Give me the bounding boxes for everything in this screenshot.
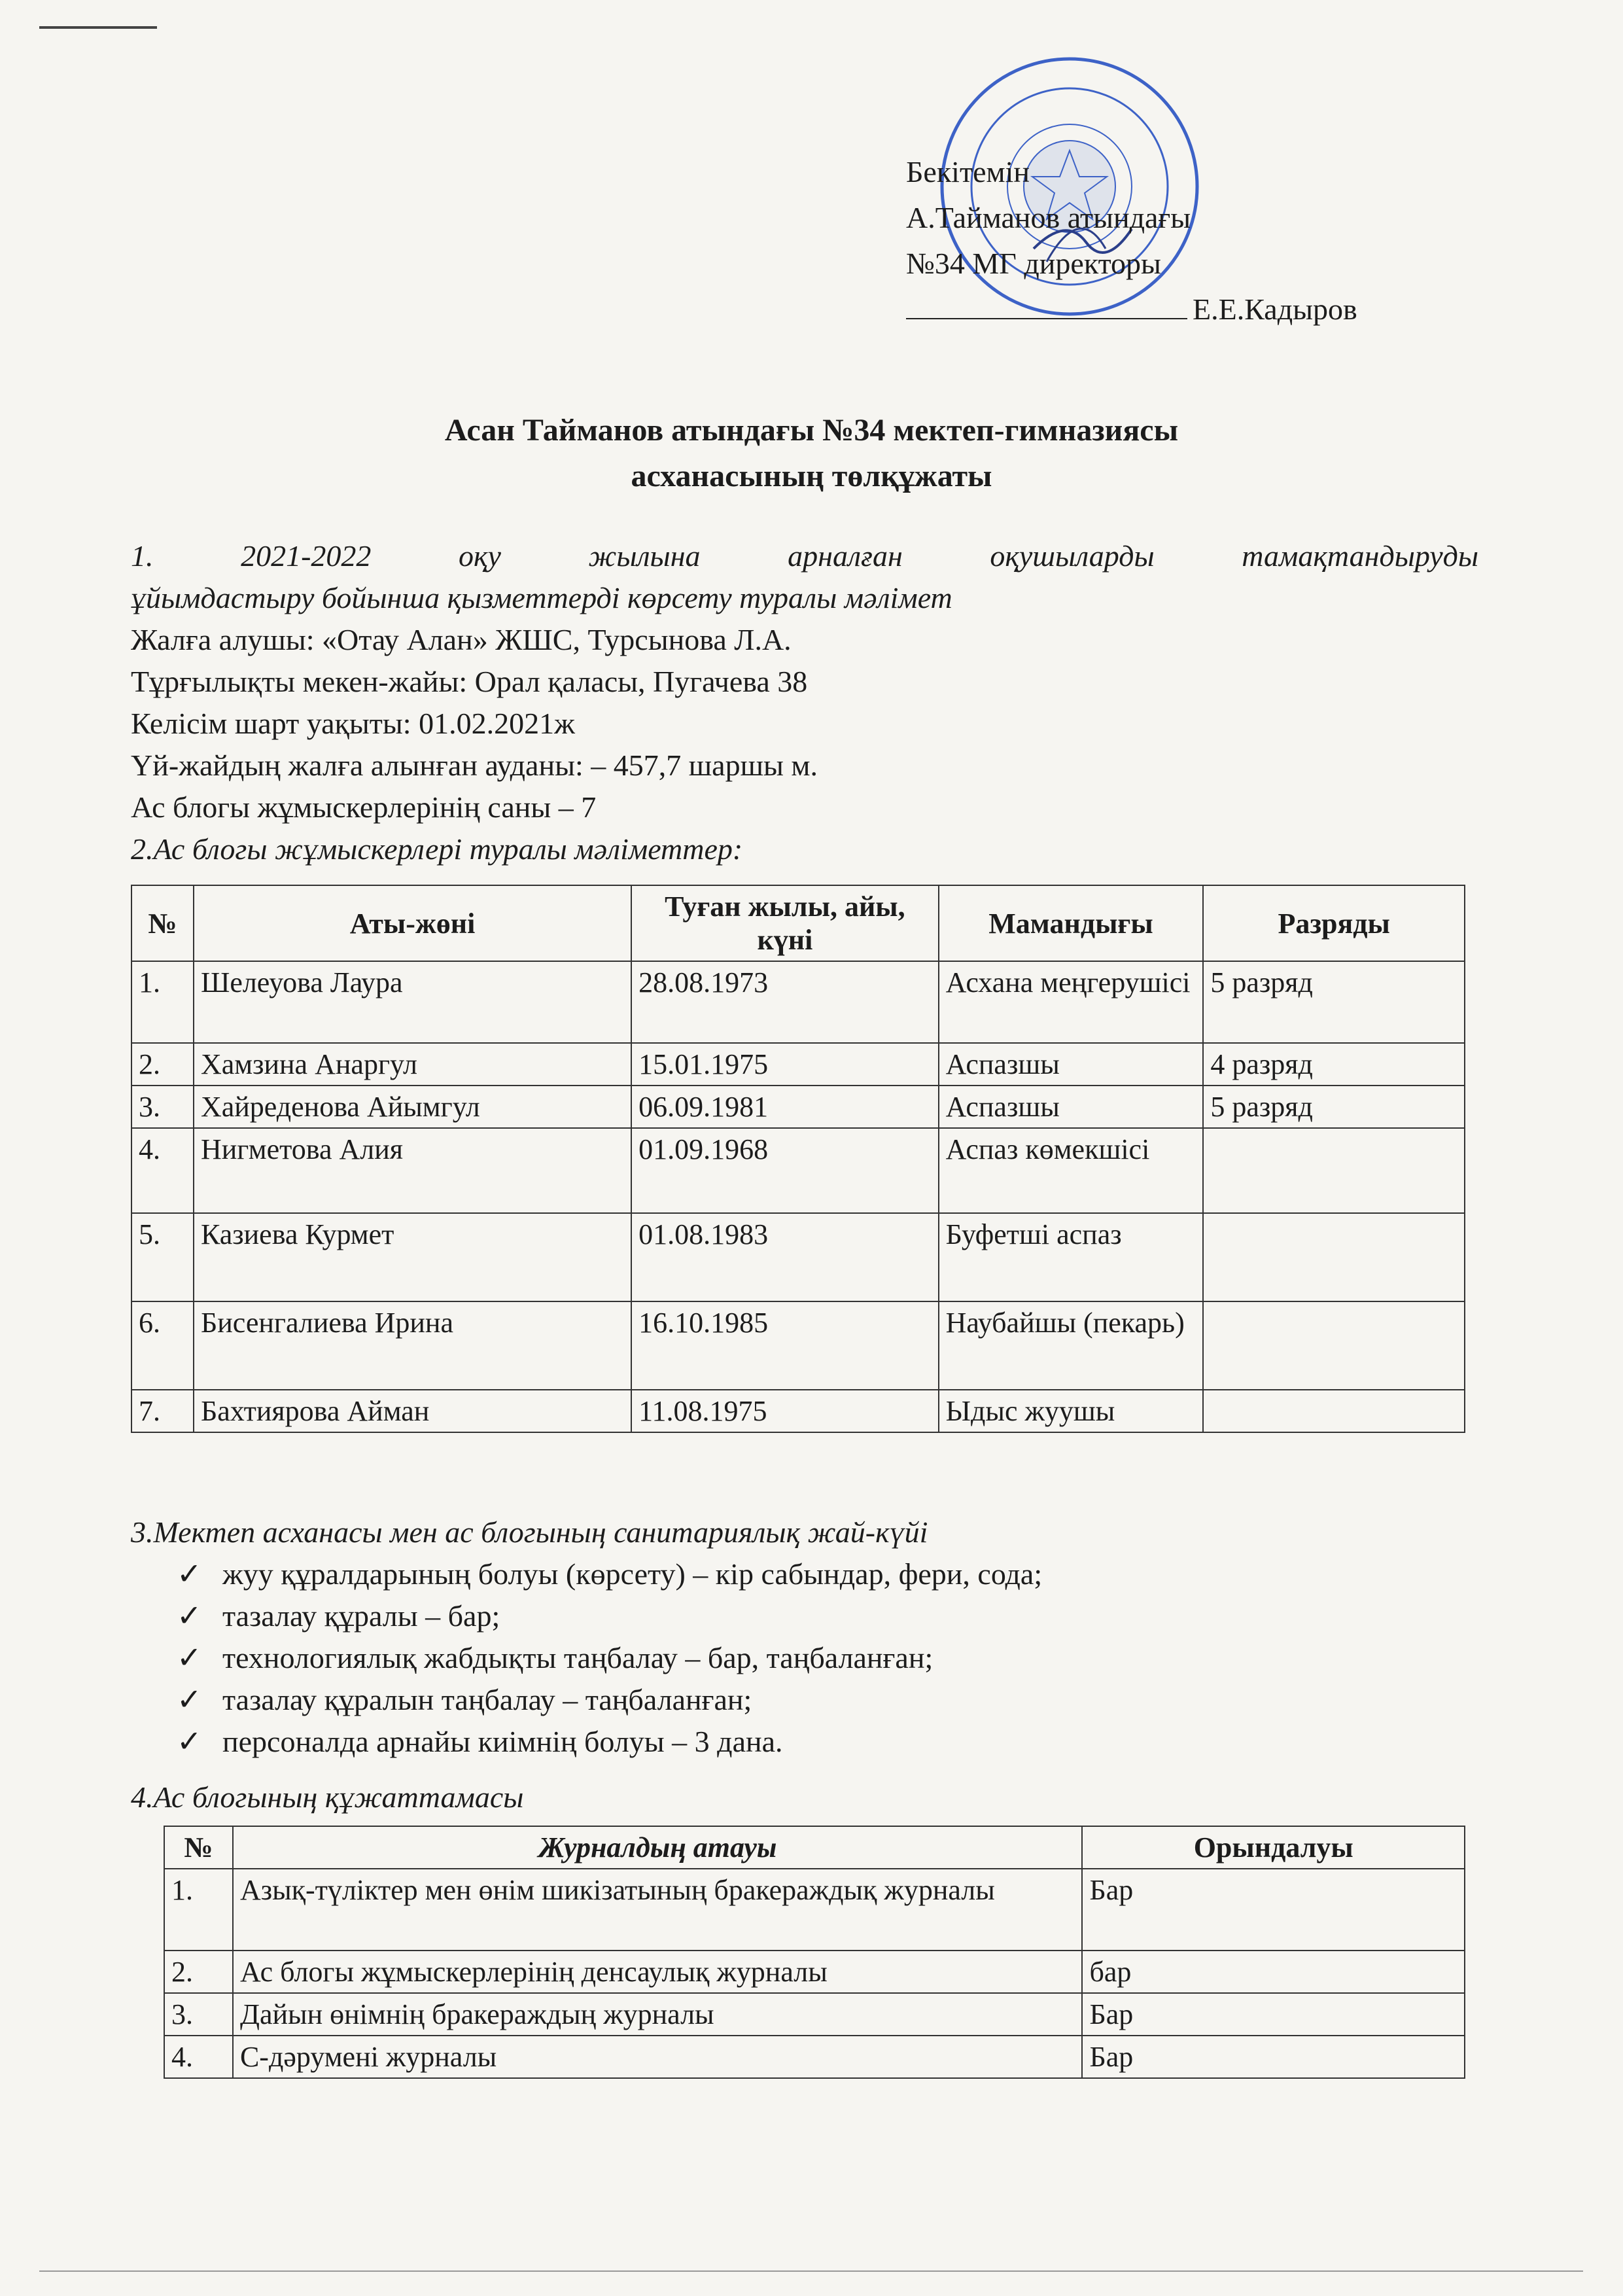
cell-grade: 4 разряд xyxy=(1203,1043,1465,1086)
cell-birthdate: 01.09.1968 xyxy=(631,1128,939,1213)
cell-name: Хайреденова Айымгул xyxy=(194,1086,631,1128)
contract-line: Келісім шарт уақыты: 01.02.2021ж xyxy=(131,707,575,740)
list-item-text: технологиялық жабдықты таңбалау – бар, таңбаланған; xyxy=(222,1641,934,1674)
cell-number: 3. xyxy=(131,1086,194,1128)
cell-grade xyxy=(1203,1213,1465,1301)
col-header: Мамандығы xyxy=(939,885,1204,961)
checkmark-icon: ✓ xyxy=(177,1641,202,1674)
table-row xyxy=(164,1951,1465,1993)
cell-name: Казиева Курмет xyxy=(194,1213,631,1301)
col-header: № xyxy=(131,885,194,961)
col-header: Журналдың атауы xyxy=(233,1826,1083,1869)
address-line: Тұрғылықты мекен-жайы: Орал қаласы, Пугачева 38 xyxy=(131,665,808,698)
section-1-heading-cont: ұйымдастыру бойынша қызметтерді көрсету туралы мәлімет xyxy=(131,581,952,614)
cell-status: Бар xyxy=(1082,2036,1465,2078)
cell-grade xyxy=(1203,1301,1465,1390)
col-header: № xyxy=(164,1826,233,1869)
cell-birthdate: 15.01.1975 xyxy=(631,1043,939,1086)
cell-number: 7. xyxy=(131,1390,194,1432)
cell-name: Бисенгалиева Ирина xyxy=(194,1301,631,1390)
document-title: Асан Тайманов атындағы №34 мектеп-гимназиясы xyxy=(444,413,1179,448)
section-1-heading: 1. 2021-2022 оқу жылына арналған оқушыларды тамақтандыруды xyxy=(131,539,1478,573)
cell-number: 4. xyxy=(131,1128,194,1213)
cell-grade: 5 разряд xyxy=(1203,1086,1465,1128)
staff-count-line: Ас блогы жұмыскерлерінің саны – 7 xyxy=(131,790,597,824)
approve-school: А.Тайманов атындағы xyxy=(906,201,1191,234)
cell-birthdate: 28.08.1973 xyxy=(631,961,939,1043)
cell-name: Бахтиярова Айман xyxy=(194,1390,631,1432)
checkmark-icon: ✓ xyxy=(177,1725,202,1758)
cell-number: 5. xyxy=(131,1213,194,1301)
col-header: Разряды xyxy=(1203,885,1465,961)
col-header: Туған жылы, айы, күні xyxy=(631,885,939,961)
cell-name: Нигметова Алия xyxy=(194,1128,631,1213)
cell-journal-name: Ас блогы жұмыскерлерінің денсаулық журналы xyxy=(233,1951,1083,1993)
cell-birthdate: 01.08.1983 xyxy=(631,1213,939,1301)
signature-line xyxy=(906,292,1187,319)
cell-grade xyxy=(1203,1128,1465,1213)
list-item-text: тазалау құралы – бар; xyxy=(222,1599,500,1633)
cell-grade xyxy=(1203,1390,1465,1432)
table-row xyxy=(164,1869,1465,1951)
section-2-heading: 2.Ас блогы жұмыскерлері туралы мәліметтер: xyxy=(131,832,743,866)
table-row xyxy=(131,1301,1465,1390)
cell-number: 2. xyxy=(131,1043,194,1086)
checkmark-icon: ✓ xyxy=(177,1683,202,1716)
approve-position: №34 МГ директоры xyxy=(906,247,1161,280)
list-item-text: тазалау құралын таңбалау – таңбаланған; xyxy=(222,1683,752,1716)
list-item xyxy=(177,1637,1478,1679)
cell-status: Бар xyxy=(1082,1869,1465,1951)
area-line: Үй-жайдың жалға алынған ауданы: – 457,7 шаршы м. xyxy=(131,749,818,782)
staff-table xyxy=(131,885,1465,1433)
cell-journal-name: Азық-түліктер мен өнім шикізатының бракераждық журналы xyxy=(233,1869,1083,1951)
table-row xyxy=(164,2036,1465,2078)
cell-number: 1. xyxy=(131,961,194,1043)
document-subtitle: асханасының төлқұжаты xyxy=(631,459,992,493)
bottom-rule xyxy=(39,2270,1583,2272)
table-row xyxy=(131,1128,1465,1213)
director-name: Е.Е.Кадыров xyxy=(1193,292,1357,326)
cell-number: 4. xyxy=(164,2036,233,2078)
checkmark-icon: ✓ xyxy=(177,1557,202,1591)
cell-journal-name: С-дәрумені журналы xyxy=(233,2036,1083,2078)
table-row xyxy=(164,1993,1465,2036)
list-item-text: жуу құралдарының болуы (көрсету) – кір сабындар, фери, сода; xyxy=(222,1557,1043,1591)
cell-profession: Асхана меңгерушісі xyxy=(939,961,1204,1043)
approval-block xyxy=(906,149,1357,332)
section-3 xyxy=(131,1511,1478,1763)
cell-profession: Аспаз көмекшісі xyxy=(939,1128,1204,1213)
section-4-heading: 4.Ас блогының құжаттамасы xyxy=(131,1780,524,1814)
list-item xyxy=(177,1595,1478,1637)
cell-grade: 5 разряд xyxy=(1203,961,1465,1043)
cell-status: бар xyxy=(1082,1951,1465,1993)
cell-profession: Аспазшы xyxy=(939,1086,1204,1128)
tenant-line: Жалға алушы: «Отау Алан» ЖШС, Турсынова Л.А. xyxy=(131,623,792,656)
approve-signature-line xyxy=(906,287,1357,332)
cell-number: 1. xyxy=(164,1869,233,1951)
checkmark-icon: ✓ xyxy=(177,1599,202,1633)
cell-number: 2. xyxy=(164,1951,233,1993)
top-rule xyxy=(39,26,157,29)
cell-birthdate: 11.08.1975 xyxy=(631,1390,939,1432)
col-header: Аты-жөні xyxy=(194,885,631,961)
cell-birthdate: 06.09.1981 xyxy=(631,1086,939,1128)
table-row xyxy=(131,1213,1465,1301)
cell-name: Шелеуова Лаура xyxy=(194,961,631,1043)
table-row xyxy=(131,961,1465,1043)
cell-name: Хамзина Анаргул xyxy=(194,1043,631,1086)
section-3-heading: 3.Мектеп асханасы мен ас блогының санитариялық жай-күйі xyxy=(131,1515,928,1549)
journal-table-header xyxy=(164,1826,1465,1869)
journal-table xyxy=(164,1826,1465,2079)
cell-journal-name: Дайын өнімнің бракераждың журналы xyxy=(233,1993,1083,2036)
cell-birthdate: 16.10.1985 xyxy=(631,1301,939,1390)
cell-status: Бар xyxy=(1082,1993,1465,2036)
cell-profession: Буфетші аспаз xyxy=(939,1213,1204,1301)
table-row xyxy=(131,1390,1465,1432)
cell-number: 6. xyxy=(131,1301,194,1390)
cell-profession: Наубайшы (пекарь) xyxy=(939,1301,1204,1390)
table-row xyxy=(131,1043,1465,1086)
sanitary-checklist xyxy=(131,1553,1478,1763)
cell-profession: Ыдыс жуушы xyxy=(939,1390,1204,1432)
list-item xyxy=(177,1721,1478,1763)
staff-table-header xyxy=(131,885,1465,961)
cell-profession: Аспазшы xyxy=(939,1043,1204,1086)
section-1 xyxy=(131,535,1478,870)
table-row xyxy=(131,1086,1465,1128)
list-item xyxy=(177,1679,1478,1721)
approve-title: Бекітемін xyxy=(906,155,1030,188)
cell-number: 3. xyxy=(164,1993,233,2036)
list-item xyxy=(177,1553,1478,1595)
list-item-text: персоналда арнайы киімнің болуы – 3 дана. xyxy=(222,1725,783,1758)
col-header: Орындалуы xyxy=(1082,1826,1465,1869)
